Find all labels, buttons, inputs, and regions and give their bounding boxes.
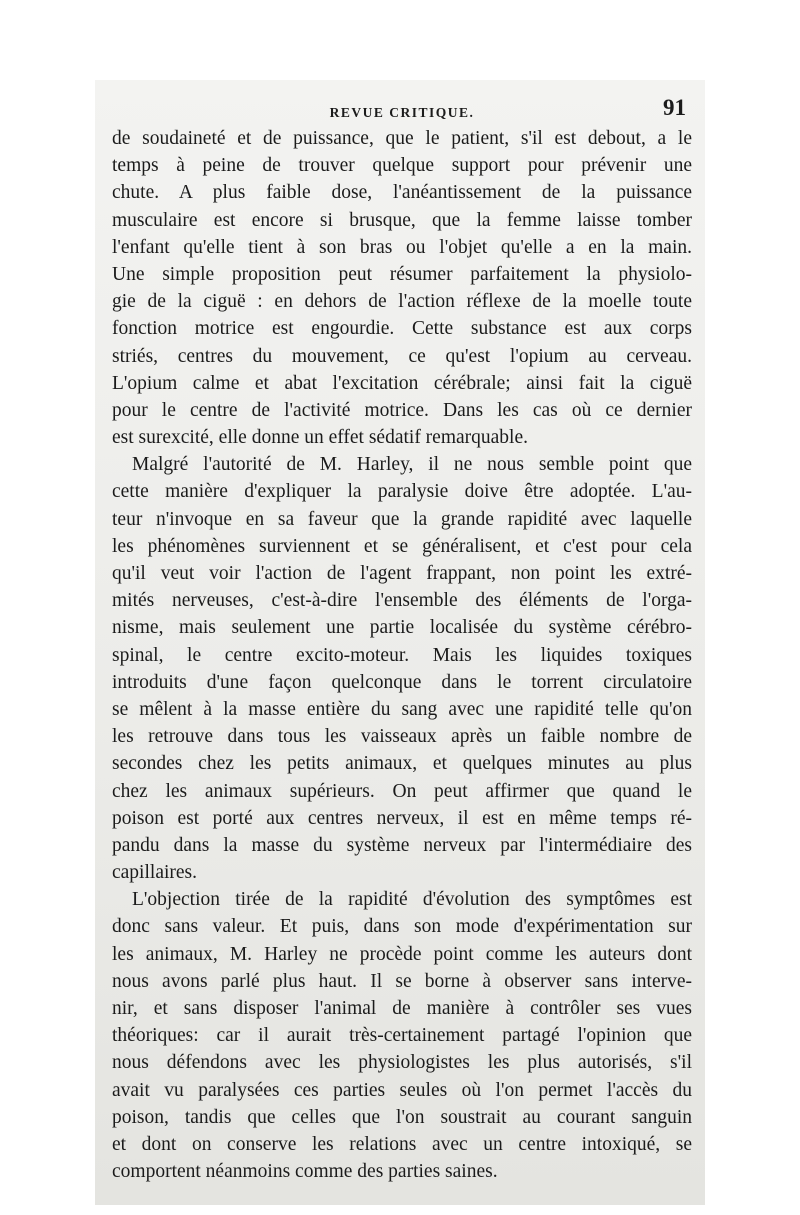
text-line: et dont on conserve les relations avec un centre intoxiqué, se: [112, 1133, 692, 1155]
text-line: pandu dans la masse du système nerveux par l'intermédiaire des: [112, 834, 692, 856]
text-line: les retrouve dans tous les vaisseaux après un faible nombre de: [112, 726, 692, 748]
paragraph: [112, 451, 692, 886]
text-line: L'opium calme et abat l'excitation cérébrale; ainsi fait la ciguë: [112, 372, 692, 394]
text-line: théoriques: car il aurait très-certainement partagé l'opinion que: [112, 1025, 692, 1047]
text-line: nous avons parlé plus haut. Il se borne à observer sans interve-: [112, 970, 692, 992]
text-line: poison est porté aux centres nerveux, il est en même temps ré-: [112, 807, 692, 829]
text-line: Une simple proposition peut résumer parfaitement la physiolo-: [112, 263, 692, 285]
page-content: [112, 95, 692, 1185]
text-line: secondes chez les petits animaux, et quelques minutes au plus: [112, 753, 692, 775]
text-line: se mêlent à la masse entière du sang avec une rapidité telle qu'on: [112, 698, 692, 720]
text-line: striés, centres du mouvement, ce qu'est l'opium au cerveau.: [112, 345, 692, 367]
text-line: chute. A plus faible dose, l'anéantissement de la puissance: [112, 182, 692, 204]
page-number: 91: [663, 95, 686, 120]
text-line: est surexcité, elle donne un effet sédatif remarquable.: [112, 427, 529, 449]
text-line: nir, et sans disposer l'animal de manière à contrôler ses vues: [112, 998, 692, 1019]
text-line: cette manière d'expliquer la paralysie doive être adoptée. L'au-: [112, 481, 692, 503]
running-head: [112, 95, 692, 125]
paragraph: [112, 886, 692, 1185]
text-line: mités nerveuses, c'est-à-dire l'ensemble des éléments de l'orga-: [112, 590, 692, 612]
text-line: capillaires.: [112, 862, 197, 884]
text-line: les phénomènes surviennent et se généralisent, et c'est pour cela: [112, 535, 692, 557]
text-line: comportent néanmoins comme des parties saines.: [112, 1161, 498, 1183]
text-line: les animaux, M. Harley ne procède point comme les auteurs dont: [112, 943, 692, 965]
text-line: l'enfant qu'elle tient à son bras ou l'objet qu'elle a en la main.: [112, 236, 692, 258]
paragraph: [112, 125, 692, 451]
text-line: musculaire est encore si brusque, que la femme laisse tomber: [112, 209, 692, 231]
book-page: [95, 80, 705, 1205]
text-line: L'objection tirée de la rapidité d'évolution des symptômes est: [132, 889, 692, 911]
text-line: nous défendons avec les physiologistes les plus autorisés, s'il: [112, 1052, 692, 1074]
running-title: REVUE CRITIQUE.: [329, 105, 475, 120]
text-line: qu'il veut voir l'action de l'agent frappant, non point les extré-: [112, 563, 692, 584]
text-line: spinal, le centre excito-moteur. Mais les liquides toxiques: [112, 644, 692, 666]
text-line: teur n'invoque en sa faveur que la grande rapidité avec laquelle: [112, 508, 692, 530]
text-line: gie de la ciguë : en dehors de l'action réflexe de la moelle toute: [112, 291, 692, 313]
text-line: chez les animaux supérieurs. On peut affirmer que quand le: [112, 780, 692, 802]
text-line: nisme, mais seulement une partie localisée du système cérébro-: [112, 617, 692, 639]
text-line: Malgré l'autorité de M. Harley, il ne nous semble point que: [132, 454, 692, 476]
text-line: pour le centre de l'activité motrice. Dans les cas où ce dernier: [112, 399, 692, 421]
text-line: temps à peine de trouver quelque support pour prévenir une: [112, 155, 692, 177]
body-text: [112, 125, 692, 1185]
text-line: introduits d'une façon quelconque dans le torrent circulatoire: [112, 671, 692, 693]
text-line: fonction motrice est engourdie. Cette substance est aux corps: [112, 318, 692, 340]
text-line: de soudaineté et de puissance, que le patient, s'il est debout, a le: [112, 128, 692, 149]
text-line: donc sans valeur. Et puis, dans son mode d'expérimentation sur: [112, 916, 692, 938]
text-line: poison, tandis que celles que l'on soustrait au courant sanguin: [112, 1106, 692, 1128]
text-line: avait vu paralysées ces parties seules où l'on permet l'accès du: [112, 1079, 692, 1101]
